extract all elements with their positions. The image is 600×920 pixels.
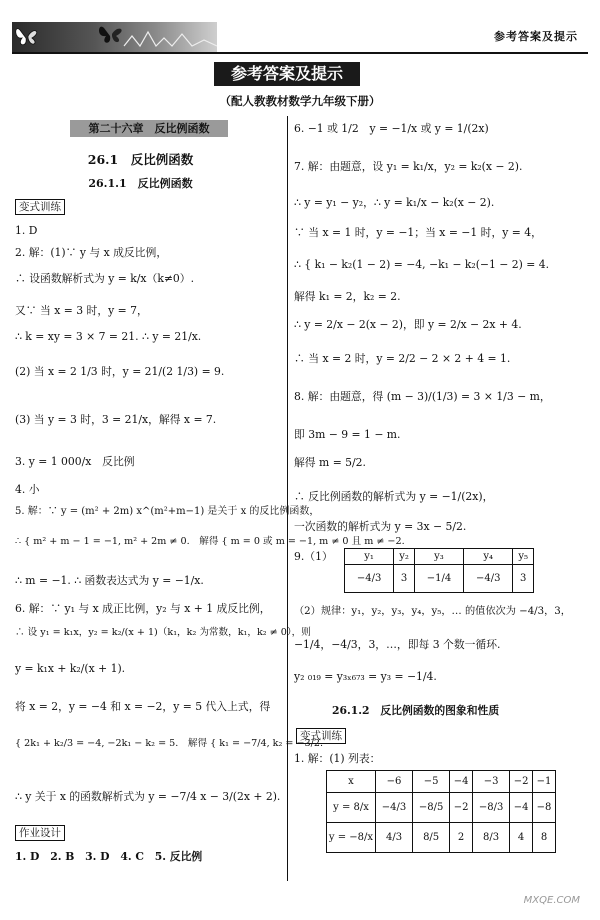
table-cell: −3 — [473, 771, 510, 793]
answer-line: 5. 解：∵ y = (m² + 2m) x^(m²+m−1) 是关于 x 的反比例函数， — [15, 506, 320, 517]
answer-line: 1. D — [15, 224, 38, 237]
table-cell: −6 — [376, 771, 413, 793]
chapter-heading: 第二十六章 反比例函数 — [70, 120, 228, 137]
answer-line: 3. y = 1 000/x 反比例 — [15, 455, 135, 468]
answer-line: 6. 解：∵ y₁ 与 x 成正比例，y₂ 与 x + 1 成反比例， — [15, 602, 271, 615]
answer-line: ∴ { k₁ − k₂(1 − 2) = −4, −k₁ − k₂(−1 − 2) = 4. — [294, 258, 550, 271]
table-cell: 4/3 — [376, 823, 413, 853]
answer-line: 又∵ 当 x = 3 时，y = 7， — [15, 304, 148, 317]
answer-line: 1. D 2. B 3. D 4. C 5. 反比例 — [15, 850, 203, 863]
answer-line: ∴ { m² + m − 1 = −1, m² + 2m ≠ 0. 解得 { m = 0 或 m = −1, m ≠ 0 且 m ≠ −2. — [15, 536, 405, 547]
table-cell: −2 — [450, 793, 473, 823]
answer-line: 2. 解：(1)∵ y 与 x 成反比例， — [15, 246, 168, 259]
table-cell: 3 — [513, 565, 534, 593]
table-cell: −2 — [510, 771, 533, 793]
table-header-cell: y₁ — [345, 549, 394, 565]
subsection-heading-2: 26.1.2 反比例函数的图象和性质 — [332, 704, 500, 717]
answer-line: 8. 解：由题意，得 (m − 3)/(1/3) = 3 × 1/3 − m， — [294, 390, 551, 403]
answer-line: ∴ y = 2/x − 2(x − 2)，即 y = 2/x − 2x + 4. — [294, 318, 522, 331]
table-cell: −8/3 — [473, 793, 510, 823]
header-title: 参考答案及提示 — [494, 30, 578, 43]
table-cell: −8 — [533, 793, 556, 823]
variant-training-tag-2: 变式训练 — [296, 728, 346, 744]
answer-line: ∴ y 关于 x 的函数解析式为 y = −7/4 x − 3/(2x + 2). — [15, 790, 281, 803]
table-header-cell: y₂ — [394, 549, 415, 565]
table-cell: y = −8/x — [327, 823, 376, 853]
answer-line: (3) 当 y = 3 时，3 = 21/x，解得 x = 7. — [15, 413, 217, 426]
answer-line: y₂ ₀₁₉ = y₃ₓ₆₇₃ = y₃ = −1/4. — [294, 670, 437, 683]
watermark: MXQE.COM — [523, 895, 580, 906]
subsection-heading: 26.1.1 反比例函数 — [88, 177, 193, 190]
answer-line: 6. −1 或 1/2 y = −1/x 或 y = 1/(2x) — [294, 122, 489, 135]
table-cell: 8/3 — [473, 823, 510, 853]
answer-line: 7. 解：由题意，设 y₁ = k₁/x，y₂ = k₂(x − 2). — [294, 160, 523, 173]
header-rule — [12, 52, 588, 54]
value-table — [326, 770, 556, 853]
homework-design-tag: 作业设计 — [15, 825, 65, 841]
variant-training-tag: 变式训练 — [15, 199, 65, 215]
answer-line: ∴ 当 x = 2 时，y = 2/2 − 2 × 2 + 4 = 1. — [294, 352, 511, 365]
table-cell: 8 — [533, 823, 556, 853]
table-cell: −4 — [450, 771, 473, 793]
table-cell: −4/3 — [345, 565, 394, 593]
answer-line: 解得 k₁ = 2，k₂ = 2. — [294, 290, 401, 303]
answer-line: (2) 当 x = 2 1/3 时，y = 21/(2 1/3) = 9. — [15, 365, 225, 378]
table-cell: −1/4 — [414, 565, 463, 593]
table-header-cell: y₅ — [513, 549, 534, 565]
table-cell: −4/3 — [464, 565, 513, 593]
table-cell: 2 — [450, 823, 473, 853]
answer-line: 4. 小 — [15, 483, 40, 496]
answer-line: { 2k₁ + k₂/3 = −4, −2k₁ − k₂ = 5. 解得 { k₁ = −7/4, k₂ = −3/2. — [15, 738, 324, 749]
table-cell: −1 — [533, 771, 556, 793]
page-title: 参考答案及提示 — [214, 62, 360, 86]
table-cell: −4/3 — [376, 793, 413, 823]
column-divider — [287, 116, 288, 881]
section-heading: 26.1 反比例函数 — [87, 152, 194, 167]
answer-line: 一次函数的解析式为 y = 3x − 5/2. — [294, 520, 467, 533]
table-cell: y = 8/x — [327, 793, 376, 823]
answer-line: ∵ 当 x = 1 时，y = −1；当 x = −1 时，y = 4， — [294, 226, 542, 239]
table-header-cell: y₃ — [414, 549, 463, 565]
answer-line: 即 3m − 9 = 1 − m. — [294, 428, 401, 441]
answer-line: 将 x = 2，y = −4 和 x = −2，y = 5 代入上式，得 — [15, 700, 271, 713]
sequence-table — [344, 548, 534, 593]
table-cell: 8/5 — [413, 823, 450, 853]
table-cell: 3 — [394, 565, 415, 593]
page-subtitle: （配人教教材数学九年级下册） — [219, 94, 381, 108]
answer-line: 9.（1） — [294, 550, 333, 563]
table-cell: 4 — [510, 823, 533, 853]
answer-line: ∴ 设函数解析式为 y = k/x（k≠0）. — [15, 272, 195, 285]
butterfly-icon — [12, 22, 217, 52]
answer-line: 解得 m = 5/2. — [294, 456, 366, 469]
answer-line: ∴ k = xy = 3 × 7 = 21. ∴ y = 21/x. — [15, 330, 202, 343]
table-header-cell: y₄ — [464, 549, 513, 565]
answer-line: 1. 解：(1) 列表： — [294, 752, 381, 765]
answer-line: ∴ 设 y₁ = k₁x，y₂ = k₂/(x + 1)（k₁，k₂ 为常数，k₁，k₂ ≠ 0），则 — [15, 627, 311, 638]
header-banner — [12, 22, 217, 52]
answer-line: y = k₁x + k₂/(x + 1). — [15, 662, 126, 675]
answer-line: （2）规律：y₁，y₂，y₃，y₄，y₅，… 的值依次为 −4/3，3， — [294, 606, 571, 617]
answer-line: ∴ m = −1. ∴ 函数表达式为 y = −1/x. — [15, 574, 204, 587]
answer-line: −1/4，−4/3，3，…，即每 3 个数一循环. — [294, 638, 501, 651]
table-cell: −4 — [510, 793, 533, 823]
table-cell: −5 — [413, 771, 450, 793]
table-cell: x — [327, 771, 376, 793]
table-cell: −8/5 — [413, 793, 450, 823]
answer-line: ∴ 反比例函数的解析式为 y = −1/(2x)， — [294, 490, 494, 503]
answer-line: ∴ y = y₁ − y₂，∴ y = k₁/x − k₂(x − 2). — [294, 196, 495, 209]
